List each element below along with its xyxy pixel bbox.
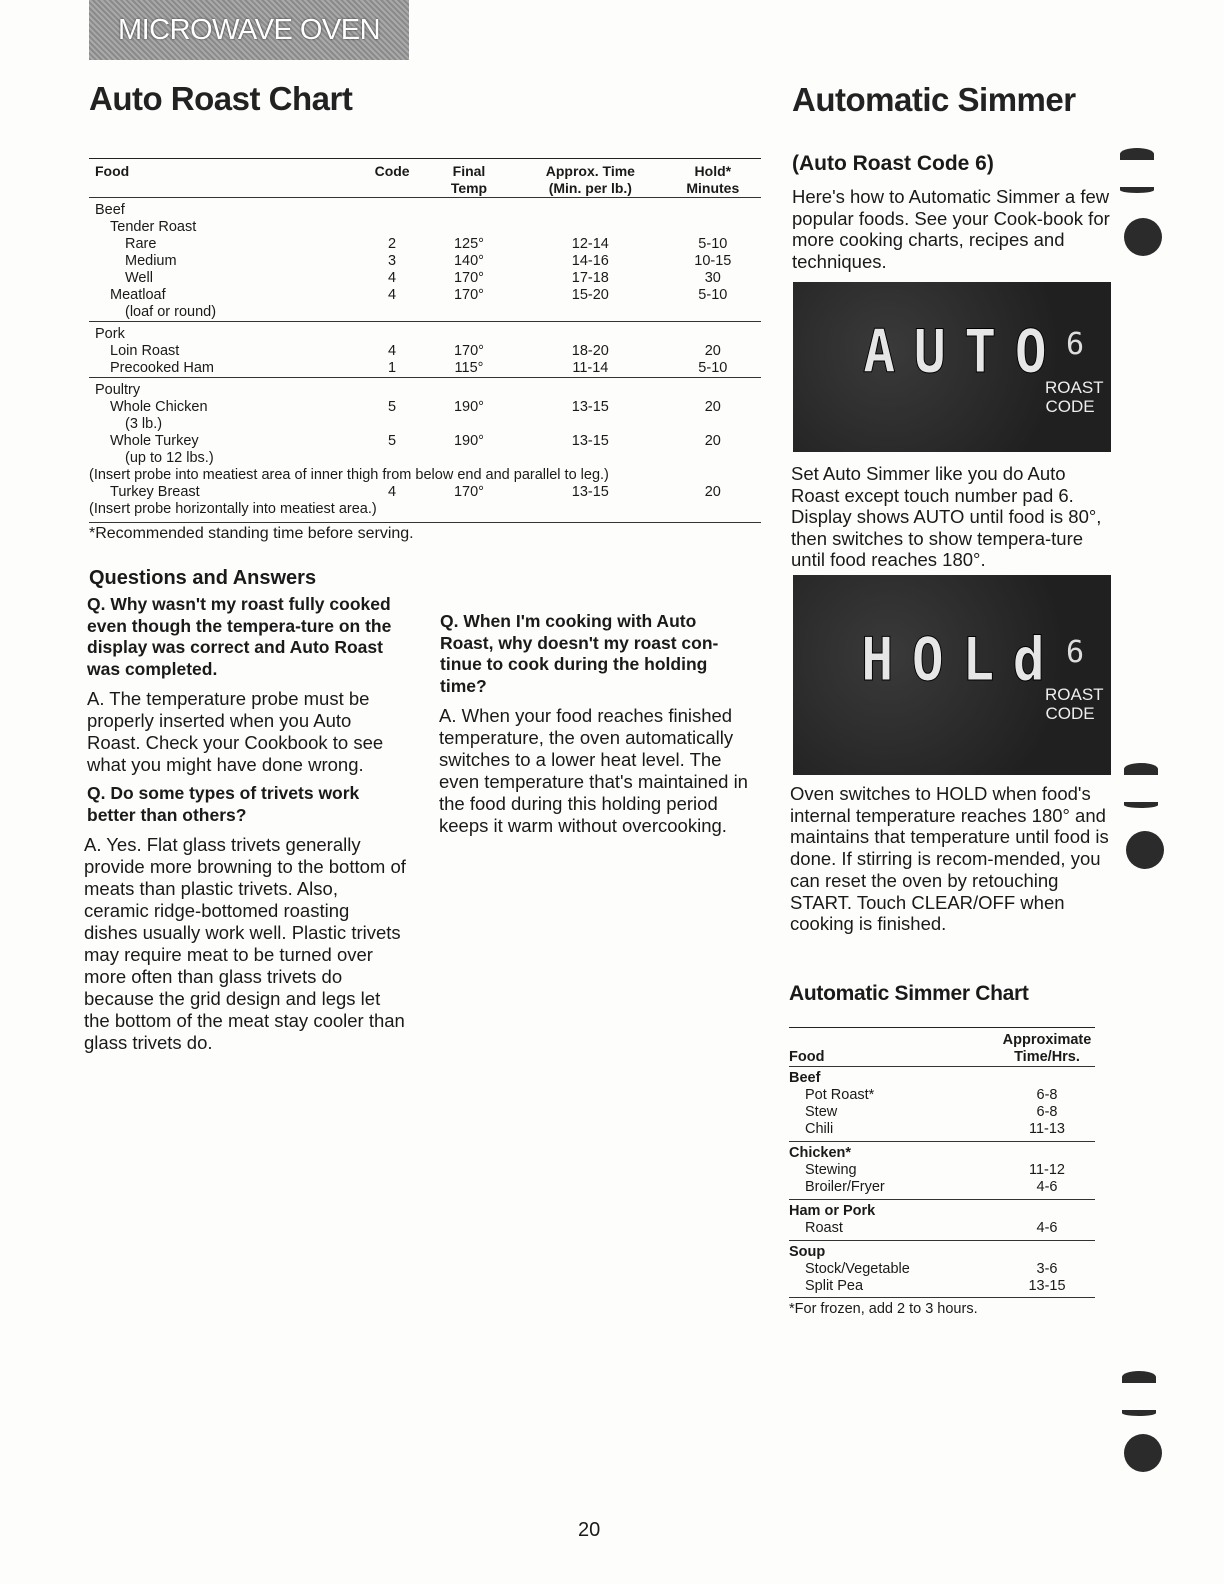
table-header-row [89, 163, 761, 198]
simmer-table [789, 1032, 1095, 1318]
binder-hole-mark [1124, 218, 1162, 256]
table-row: Precooked Ham 1 115° 11-14 5-10 [110, 360, 728, 376]
header-food: Food [95, 163, 130, 179]
table-row: Pot Roast* 6-8 [805, 1087, 1058, 1103]
simmer-chart-title: Automatic Simmer Chart [789, 982, 1029, 1005]
question-3: Q. When I'm cooking with Auto Roast, why doesn't my roast con-tinue to cook during the holding time? [440, 611, 719, 696]
table-row: Rare 2 125° 12-14 5-10 [125, 236, 728, 252]
binder-tab-mark [1124, 802, 1158, 808]
binder-hole-mark [1126, 831, 1164, 869]
footnote-row: *Recommended standing time before serving. [89, 523, 761, 546]
table-row-note: (up to 12 lbs.) [125, 450, 214, 466]
simmer-category-chicken: Chicken* [789, 1142, 1095, 1163]
simmer-para2: Set Auto Simmer like you do Auto Roast except touch number pad 6. Display shows AUTO until food is 80°, then switches to show tempera-ture until food reaches 180°. [791, 463, 1102, 570]
table-row: Stew 6-8 [805, 1104, 1058, 1120]
header-hold-2: Minutes [686, 180, 740, 196]
display-auto-text: AUTO [863, 317, 1066, 387]
subcategory-tender-roast: Tender Roast [110, 219, 197, 235]
header-time-1: Approx. Time [545, 163, 635, 179]
display-hold-code: 6 [1066, 635, 1085, 670]
table-row: Roast 4-6 [805, 1220, 1058, 1236]
answer-3: A. When your food reaches finished temperature, the oven automatically switches to a lower heat level. The even temperature that's maintained in the food during this holding period keeps it warm without overcooking. [439, 705, 748, 836]
table-row: Broiler/Fryer 4-6 [805, 1179, 1058, 1195]
display-auto-code: 6 [1066, 327, 1085, 362]
table-row-note: (3 lb.) [125, 416, 163, 432]
binder-tab-mark [1122, 1410, 1156, 1416]
category-pork: Pork [89, 322, 761, 344]
automatic-simmer-title: Automatic Simmer [792, 81, 1076, 118]
display-hold-label-code: CODE [1045, 704, 1095, 723]
table-row-note: (loaf or round) [125, 304, 217, 320]
breast-probe-note: (Insert probe horizontally into meatiest area.) [89, 501, 377, 517]
simmer-category-beef: Beef [789, 1070, 821, 1086]
table-row: Well 4 170° 17-18 30 [125, 270, 721, 286]
auto-roast-title: Auto Roast Chart [89, 80, 353, 117]
header-temp-1: Final [452, 163, 486, 179]
header-code: Code [374, 163, 410, 179]
answer-1: A. The temperature probe must be properly inserted when you Auto Roast. Check your Cookbook to see what you might have done wrong. [87, 688, 384, 775]
display-hold-label-roast: ROAST [1045, 685, 1104, 704]
display-auto-label-roast: ROAST [1045, 378, 1104, 397]
category-beef: Beef [95, 202, 125, 218]
display-hold-text: HOLd [861, 625, 1064, 695]
auto-roast-table [89, 163, 761, 545]
page-number: 20 [578, 1519, 601, 1541]
simmer-header-food: Food [789, 1049, 825, 1065]
table-row: Meatloaf 4 170° 15-20 5-10 [110, 287, 728, 303]
binder-tab-mark [1120, 187, 1154, 193]
simmer-table-top-rule [789, 1027, 1095, 1028]
section-banner: MICROWAVE OVEN [89, 0, 409, 60]
simmer-header-time-2: Time/Hrs. [1014, 1049, 1080, 1065]
simmer-category-soup: Soup [789, 1241, 1095, 1262]
simmer-para3: Oven switches to HOLD when food's internal temperature reaches 180° and maintains that temperature until food is done. If stirring is recom-mended, you can reset the oven by retouching START. Touch CLEAR/OFF when cooking is finished. [790, 783, 1109, 935]
simmer-intro: Here's how to Automatic Simmer a few popular foods. See your Cook-book for more cooking charts, recipes and techniques. [792, 186, 1110, 272]
header-hold-1: Hold* [694, 163, 732, 179]
header-time-2: (Min. per lb.) [548, 180, 632, 196]
table-row: Loin Roast 4 170° 18-20 20 [110, 343, 721, 359]
simmer-header-time-1: Approximate [1002, 1032, 1092, 1048]
binder-tab-mark [1124, 763, 1158, 775]
table-row: Medium 3 140° 14-16 10-15 [125, 253, 732, 269]
table-row: Whole Turkey 5 190° 13-15 20 [110, 433, 721, 449]
header-temp-2: Temp [450, 180, 488, 196]
turkey-probe-note: (Insert probe into meatiest area of inner thigh from below end and parallel to leg.) [89, 467, 609, 483]
display-auto-label-code: CODE [1045, 397, 1095, 416]
table-row: Whole Chicken 5 190° 13-15 20 [110, 399, 721, 415]
simmer-subheading: (Auto Roast Code 6) [792, 152, 994, 175]
question-1: Q. Why wasn't my roast fully cooked even though the tempera-ture on the display was correct and Auto Roast was completed. [87, 594, 392, 679]
binder-tab-mark [1122, 1371, 1156, 1383]
simmer-category-ham: Ham or Pork [789, 1200, 1095, 1221]
answer-2: A. Yes. Flat glass trivets generally provide more browning to the bottom of meats than plastic trivets. Also, ceramic ridge-bottomed roasting dishes usually work well. Plastic trivets may require meat to be turned over more often than glass trivets do because the grid design and legs let the bottom of the meat stay cooler than glass trivets do. [84, 834, 406, 1053]
binder-hole-mark [1124, 1434, 1162, 1472]
table-row: Stock/Vegetable 3-6 [805, 1261, 1058, 1277]
simmer-table-header [789, 1032, 1095, 1067]
table-row: Chili 11-13 [805, 1121, 1065, 1137]
display-auto [793, 282, 1111, 452]
category-poultry: Poultry [89, 378, 761, 400]
display-hold [793, 575, 1111, 775]
simmer-footnote: *For frozen, add 2 to 3 hours. [789, 1301, 978, 1317]
table-top-rule [89, 158, 761, 159]
table-row: Split Pea 13-15 [789, 1278, 1095, 1298]
table-row: Turkey Breast 4 170° 13-15 20 [110, 484, 721, 500]
question-2: Q. Do some types of trivets work better than others? [87, 783, 360, 825]
table-row: Stewing 11-12 [805, 1162, 1065, 1178]
binder-tab-mark [1120, 148, 1154, 160]
qa-heading: Questions and Answers [89, 567, 317, 589]
